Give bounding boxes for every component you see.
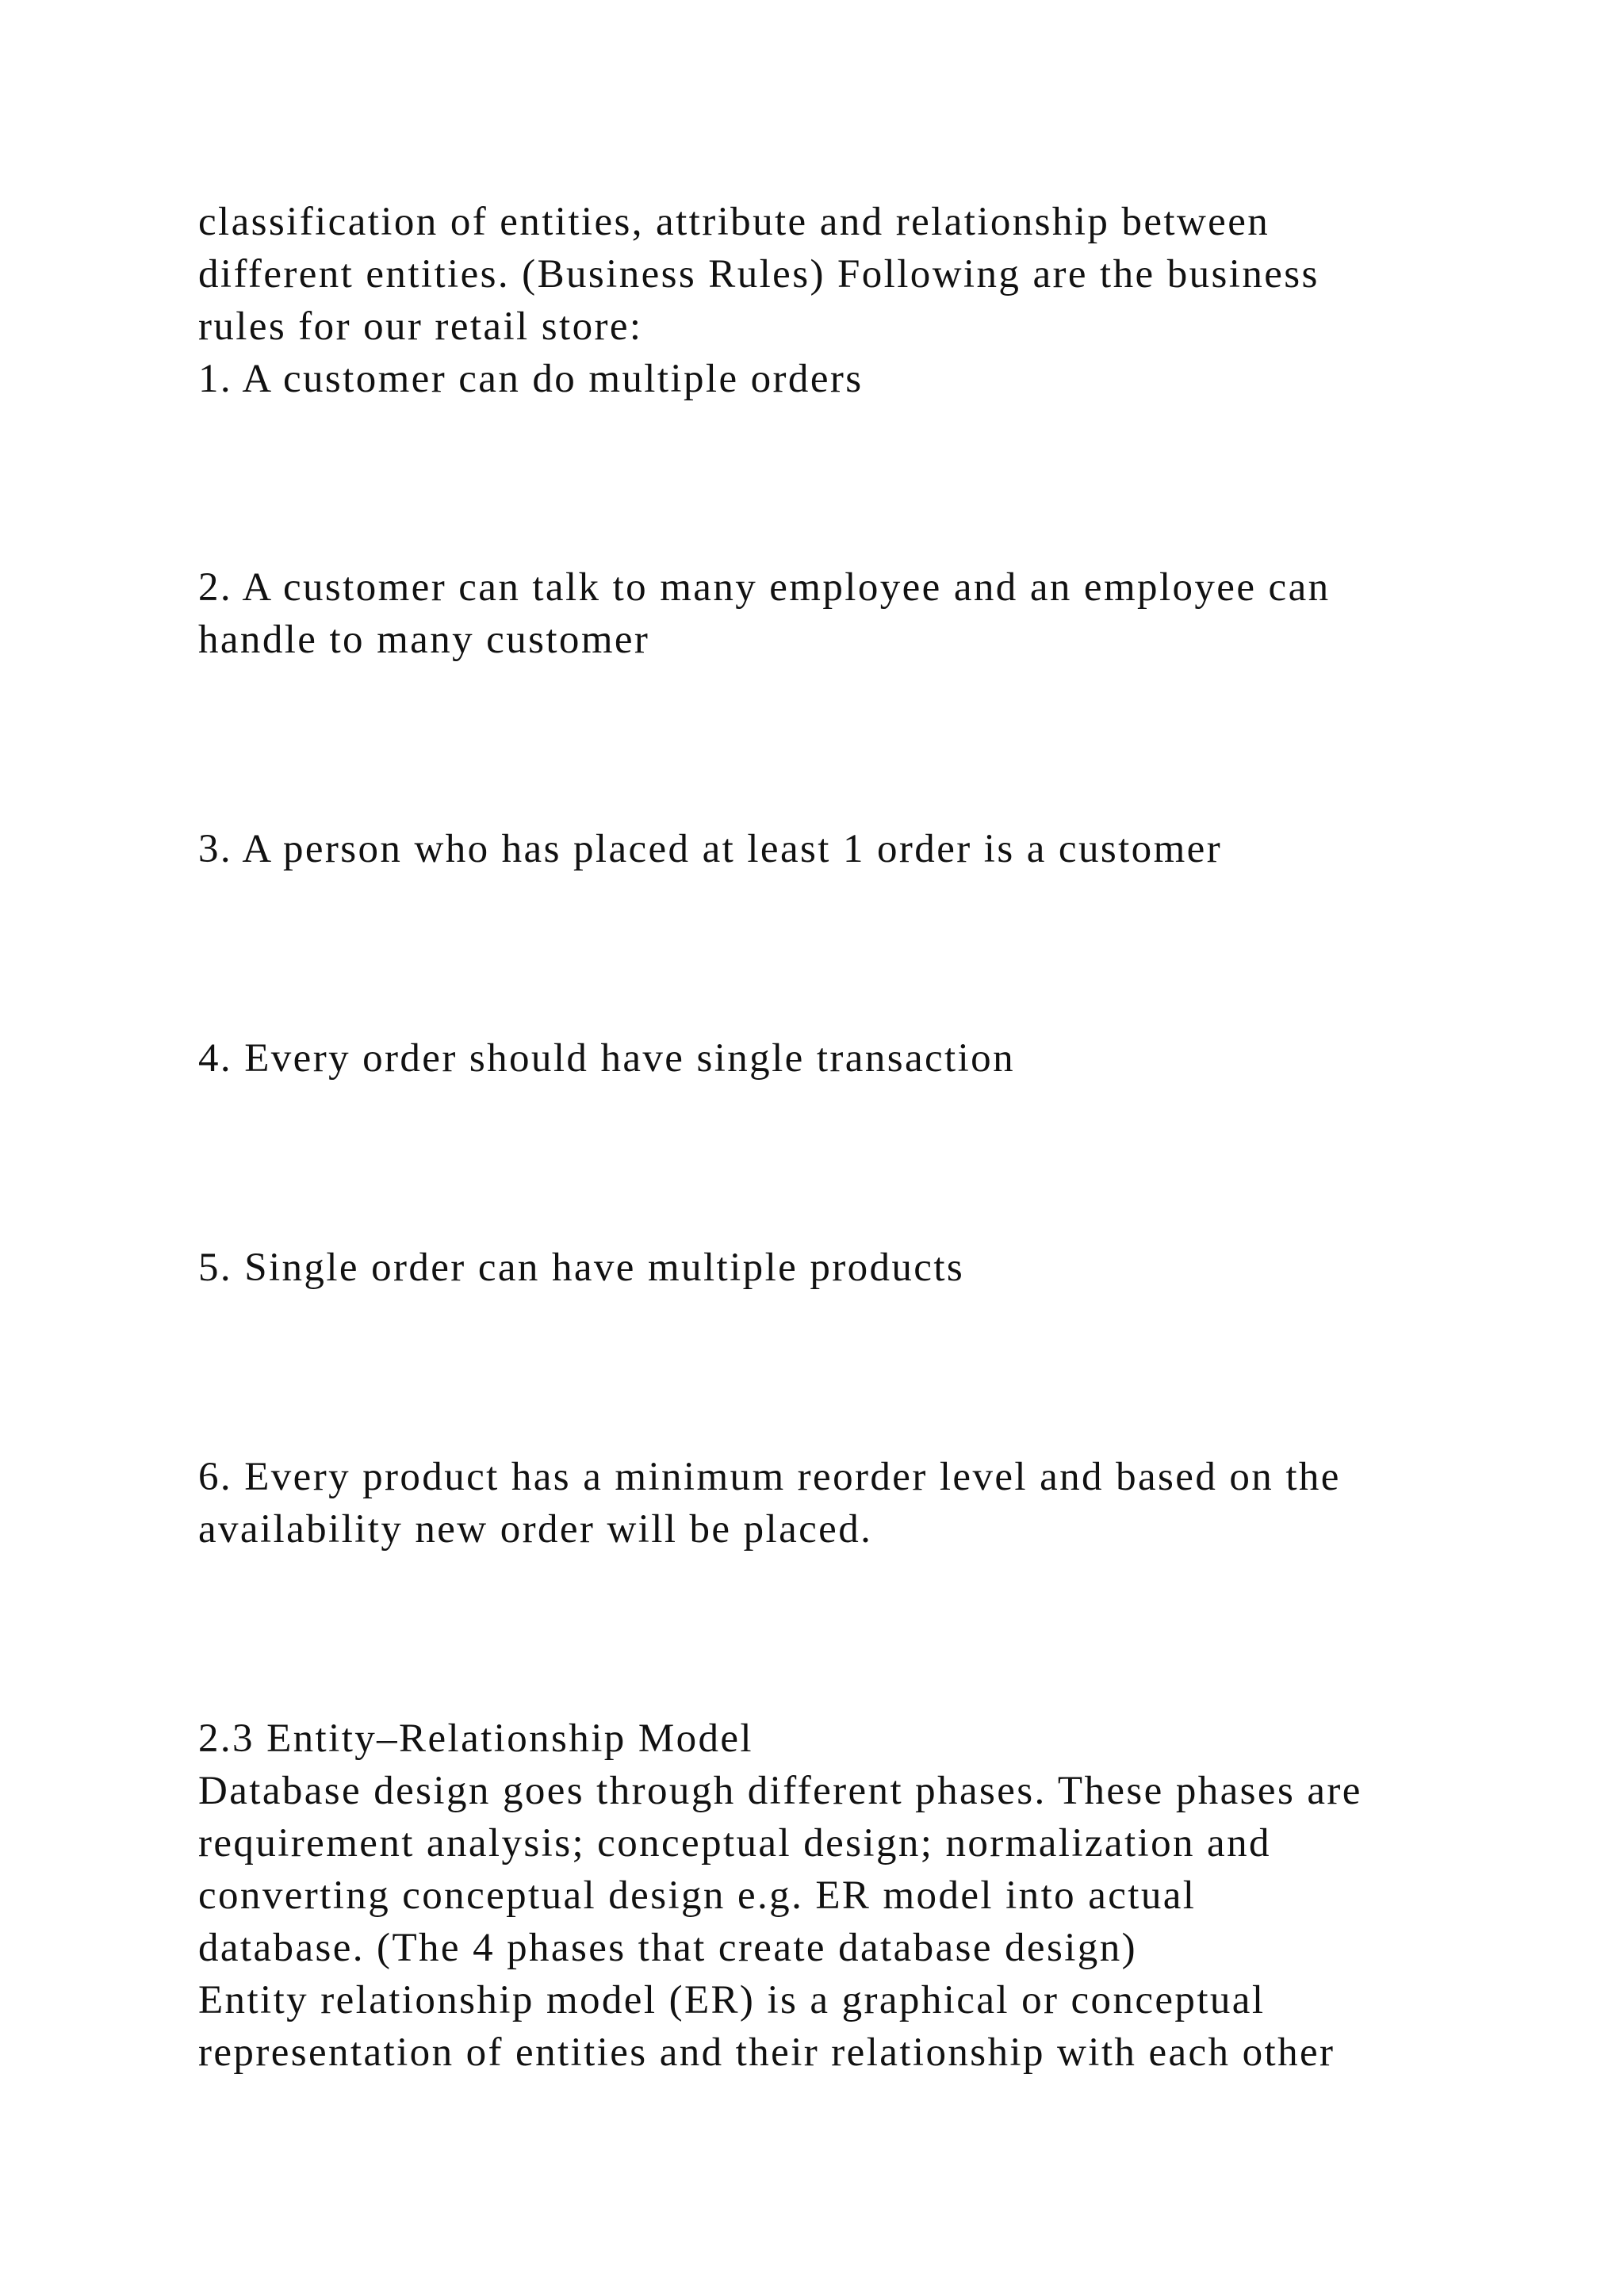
rule-1-line-1: 1. A customer can do multiple orders [198, 357, 864, 401]
section-line-6: representation of entities and their relationship with each other [198, 2030, 1335, 2075]
intro-line-2: different entities. (Business Rules) Following are the business [198, 252, 1320, 297]
section-line-1: Database design goes through different phases. These phases are [198, 1769, 1362, 1813]
rule-5-line-1: 5. Single order can have multiple products [198, 1246, 965, 1290]
section-heading: 2.3 Entity–Relationship Model [198, 1716, 753, 1761]
rule-2-line-2: handle to many customer [198, 618, 650, 662]
rule-3-line-1: 3. A person who has placed at least 1 order is a customer [198, 827, 1223, 871]
section-line-4: database. (The 4 phases that create database design) [198, 1926, 1137, 1970]
rule-4-line-1: 4. Every order should have single transaction [198, 1036, 1015, 1081]
section-line-2: requirement analysis; conceptual design; normalization and [198, 1821, 1271, 1866]
section-line-3: converting conceptual design e.g. ER model into actual [198, 1873, 1197, 1918]
intro-line-3: rules for our retail store: [198, 304, 643, 349]
rule-6-line-2: availability new order will be placed. [198, 1507, 873, 1552]
rule-6-line-1: 6. Every product has a minimum reorder level and based on the [198, 1455, 1341, 1499]
intro-line-1: classification of entities, attribute and relationship between [198, 200, 1270, 244]
rule-2-line-1: 2. A customer can talk to many employee and an employee can [198, 565, 1331, 610]
section-line-5: Entity relationship model (ER) is a graphical or conceptual [198, 1978, 1266, 2022]
